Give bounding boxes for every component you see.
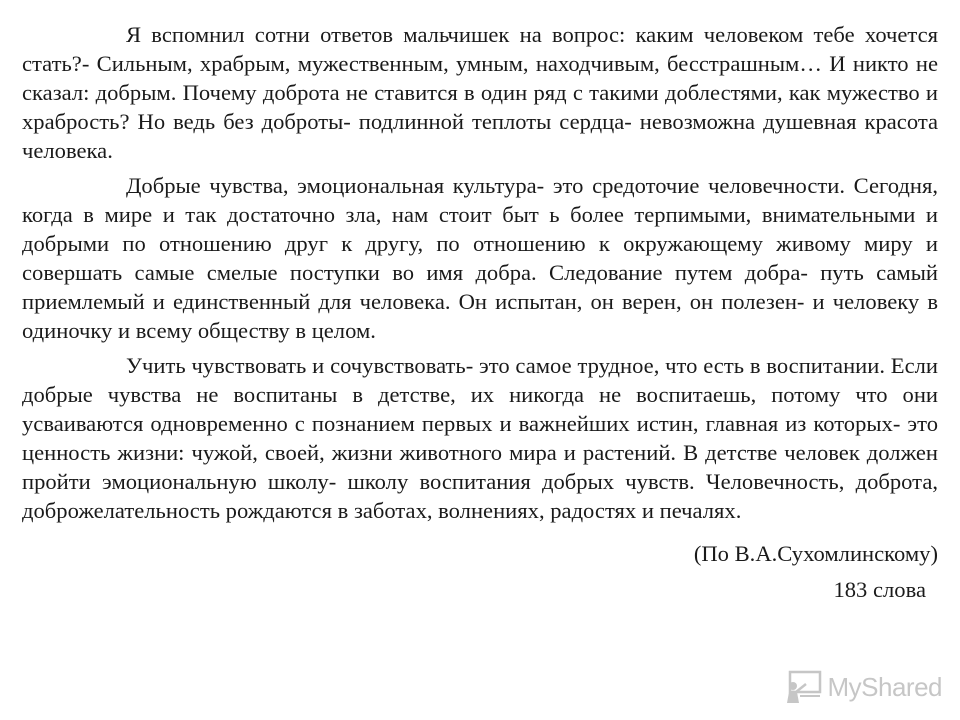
teacher-board-icon [784,670,824,704]
document-page [22,20,938,604]
watermark-text: MyShared [827,671,942,702]
myshared-watermark [784,670,943,704]
paragraph-2: Добрые чувства, эмоциональная культура- это средоточие человечности. Сегодня, когда в мире и так достаточно зла, нам стоит быт ь более терпимыми, внимательными и добрыми по отношению друг к другу, по отношению к окружающему живому миру и совершать самые смелые поступки во имя добра. Следование путем добра- путь самый приемлемый и единственный для человека. Он испытан, он верен, он полезен- и человеку в одиночку и всему обществу в целом. [22,173,938,343]
paragraph-3: Учить чувствовать и сочувствовать- это самое трудное, что есть в воспитании. Если добрые чувства не воспитаны в детстве, их никогда не воспитаешь, потому что они усваиваются одновременно с познанием первых и важнейших истин, главная из которых- это ценность жизни: чужой, своей, жизни животного мира и растений. В детстве человек должен пройти эмоциональную школу- школу воспитания добрых чувств. Человечность, доброта, доброжелательность рождаются в заботах, волнениях, радостях и печалях. [22,353,938,523]
word-count: 183 слова [833,577,926,602]
paragraph-1: Я вспомнил сотни ответов мальчишек на вопрос: каким человеком тебе хочется стать?- Сильным, храбрым, мужественным, умным, находчивым, бесстрашным… И никто не сказал: добрым. Почему доброта не ставится в один ряд с такими доблестями, как мужество и храбрость? Но ведь без доброты- подлинной теплоты сердца- невозможна душевная красота человека. [22,22,938,163]
attribution: (По В.А.Сухомлинскому) [693,541,938,566]
